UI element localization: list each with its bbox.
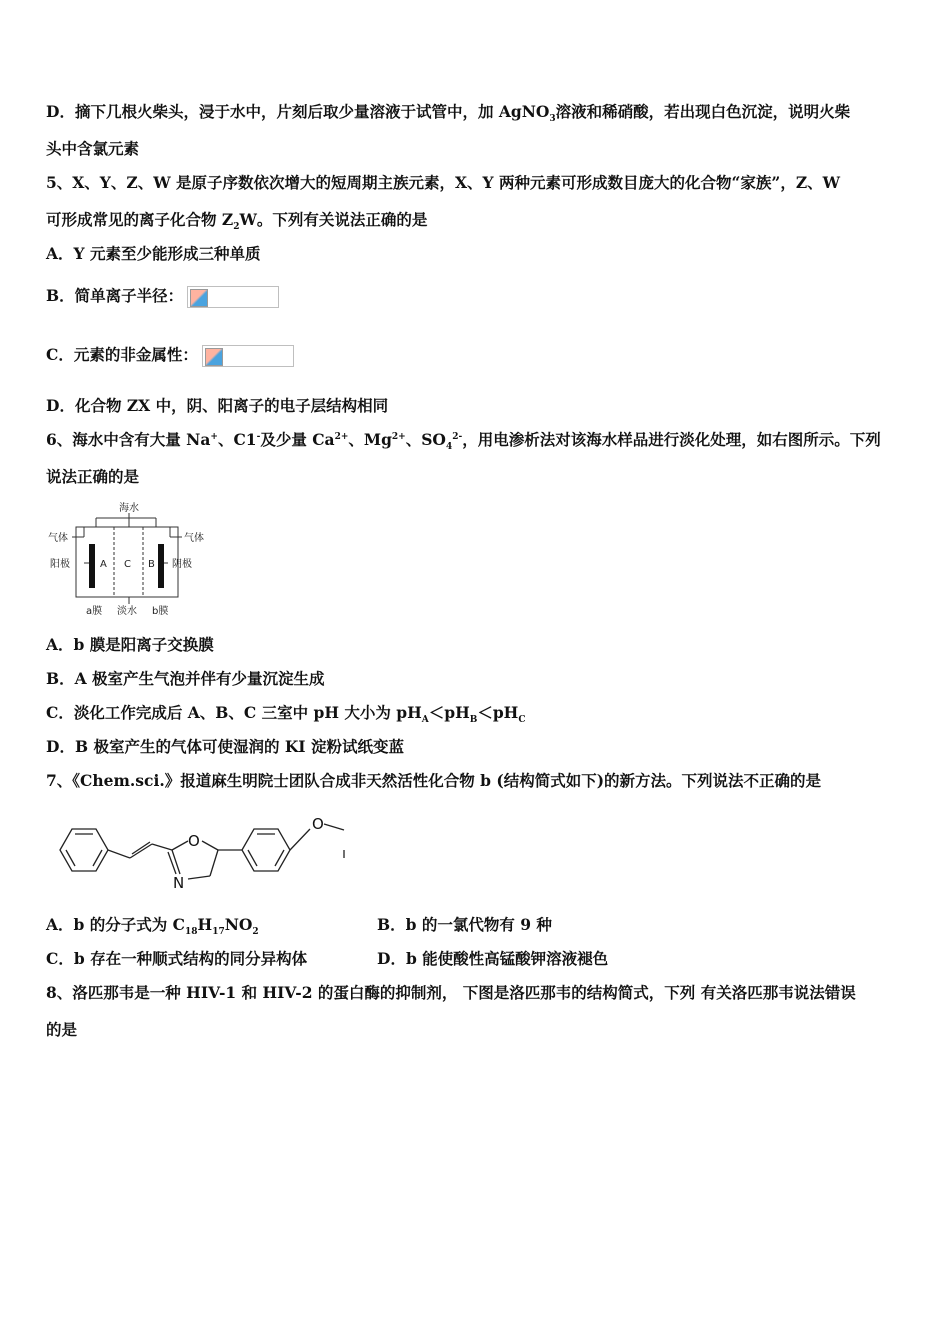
atom-o-methoxy: O — [312, 815, 324, 833]
label-room-a: A — [100, 559, 107, 570]
q6-option-c: C．淡化工作完成后 A、B、C 三室中 pH 大小为 $pH_A<pH_B<pH_C$ — [46, 703, 526, 726]
q7-stem: 7、《Chem.sci.》报道麻生明院士团队合成非天然活性化合物 b (结构简式如下)的新方法。下列说法不正确的是 — [46, 771, 822, 790]
q7-option-b: B．b 的一氯代物有 9 种 — [377, 915, 552, 934]
q7-option-c: C．b 存在一种顺式结构的同分异构体 — [46, 949, 308, 968]
label-anode: 阳极 — [50, 559, 70, 570]
atom-n: N — [173, 874, 185, 892]
q4-option-d-cont: 头中含氯元素 — [46, 139, 140, 158]
broken-image-icon — [187, 286, 279, 308]
label-membrane-b: b膜 — [152, 606, 169, 617]
q4-option-d: D．摘下几根火柴头，浸于水中，片刻后取少量溶液于试管中，加 AgNO$_3$溶液和稀硝酸，若出现白色沉淀，说明火柴 — [46, 102, 851, 125]
q5-option-c: C．元素的非金属性： — [46, 345, 904, 367]
label-membrane-a: a膜 — [86, 606, 103, 617]
broken-image-icon — [202, 345, 294, 367]
q6-option-b: B．A 极室产生气泡并伴有少量沉淀生成 — [46, 669, 325, 688]
label-room-b: B — [148, 559, 155, 570]
q5-stem: 5、X、Y、Z、W 是原子序数依次增大的短周期主族元素，X、Y 两种元素可形成数目庞大的化合物“家族”，Z、W — [46, 173, 841, 192]
q6-option-a: A．b 膜是阳离子交换膜 — [46, 635, 214, 654]
q5-option-b: B．简单离子半径： — [46, 286, 904, 308]
label-seawater: 海水 — [119, 503, 139, 514]
q6-stem: 6、海水中含有大量 Na+、C1-及少量 $Ca^{2+}$、$Mg^{2+}$、$SO_4^{2-}$，用电渗析法对该海水样品进行淡化处理，如右图所示。下列 — [46, 430, 881, 453]
anode-electrode — [89, 544, 95, 588]
atom-o-ring: O — [188, 832, 200, 850]
q5-stem-cont: 可形成常见的离子化合物 $Z_2W$。下列有关说法正确的是 — [46, 210, 428, 233]
q7-option-d: D．b 能使酸性高锰酸钾溶液褪色 — [377, 949, 609, 968]
electrodialysis-diagram — [46, 500, 208, 620]
q5-option-d: D．化合物 ZX 中，阴、阳离子的电子层结构相同 — [46, 396, 389, 415]
q6-option-d: D．B 极室产生的气体可使湿润的 KI 淀粉试纸变蓝 — [46, 737, 404, 756]
label-fresh-water: 淡水 — [117, 606, 137, 617]
label-gas-left: 气体 — [48, 533, 68, 544]
q8-stem-cont: 的是 — [46, 1020, 78, 1039]
label-gas-right: 气体 — [184, 533, 204, 544]
compound-b-structure — [52, 808, 348, 900]
q8-stem: 8、洛匹那韦是一种 HIV-1 和 HIV-2 的蛋白酶的抑制剂， 下图是洛匹那韦的结构简式，下列 有关洛匹那韦说法错误 — [46, 983, 856, 1002]
label-room-c: C — [124, 559, 131, 570]
label-cathode: 阴极 — [172, 559, 192, 570]
q5-option-a: A．Y 元素至少能形成三种单质 — [46, 244, 261, 263]
q6-stem-cont: 说法正确的是 — [46, 467, 140, 486]
q7-option-a: A．b 的分子式为 $C_{18}H_{17}NO_2$ — [46, 915, 259, 938]
cathode-electrode — [158, 544, 164, 588]
